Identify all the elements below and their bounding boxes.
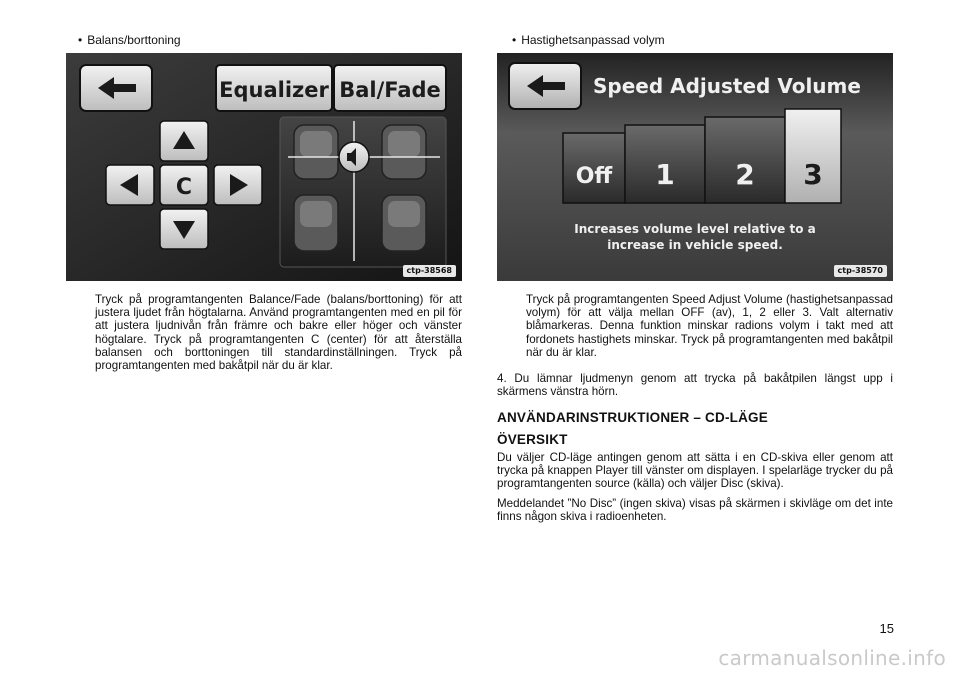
balance-fade-paragraph: Tryck på programtangenten Balance/Fade (balans/borttoning) för att justera ljudet från högtalarna. Använd programtangenten med en pil för att justera ljudnivån från främre och bakre eller höger och vänster högtalare. Tryck på programtangenten C (center) för att återställa balansen och borttoningen till standardinställningen. Tryck på programtangenten med bakåtpil när du är klar.: [95, 293, 462, 373]
bullet-balance-fade: [78, 33, 181, 47]
center-button[interactable]: [160, 165, 208, 205]
option-3-label: 3: [803, 158, 823, 191]
figure-label: ctp-38570: [834, 265, 887, 277]
up-button[interactable]: [160, 121, 208, 161]
balance-fade-screen-figure: [66, 53, 462, 281]
no-disc-paragraph: Meddelandet ”No Disc” (ingen skiva) visas på skärmen i skivläge om det inte finns någon skiva i radioenheten.: [497, 497, 893, 524]
option-2[interactable]: [705, 117, 785, 203]
option-2-label: 2: [735, 158, 755, 191]
section-heading-overview: ÖVERSIKT: [497, 432, 568, 447]
cd-mode-paragraph: Du väljer CD-läge antingen genom att sätta i en CD-skiva eller genom att trycka på knappen Player till vänster om displayen. I spelarläge trycker du på programtangenten source (källa) och väljer Disc (skiva).: [497, 451, 893, 491]
balance-fade-screen: [66, 53, 462, 281]
option-off-label: Off: [575, 164, 613, 189]
option-off[interactable]: [563, 133, 625, 203]
watermark-text: carmanualsonline.info: [718, 646, 946, 670]
car-seat-icon: [382, 195, 426, 251]
equalizer-tab[interactable]: [216, 65, 332, 111]
back-button[interactable]: [80, 65, 152, 111]
seat-map: [280, 117, 446, 267]
exit-audio-menu-paragraph: 4. Du lämnar ljudmenyn genom att trycka på bakåtpilen längst upp i skärmens vänstra hörn.: [497, 372, 893, 399]
speed-adjusted-volume-figure: [497, 53, 893, 281]
bal-fade-tab-label: Bal/Fade: [339, 78, 441, 102]
option-3[interactable]: [785, 109, 841, 203]
down-button[interactable]: [160, 209, 208, 249]
page-number: 15: [879, 621, 894, 636]
back-button[interactable]: [509, 63, 581, 109]
option-1[interactable]: [625, 125, 705, 203]
screen-description-line2: increase in vehicle speed.: [607, 238, 783, 252]
speaker-icon[interactable]: [339, 142, 369, 172]
speed-adjust-paragraph: Tryck på programtangenten Speed Adjust Volume (hastighetsanpassad volym) för att välja mellan OFF (av), 1, 2 eller 3. Valt alternativ blåmarkeras. Denna funktion minskar radions volym i takt med att fordonets hastighets minskar. Tryck på programtangenten med bakåtpil när du är klar.: [526, 293, 893, 359]
option-1-label: 1: [655, 158, 675, 191]
right-button[interactable]: [214, 165, 262, 205]
bal-fade-tab[interactable]: [334, 65, 446, 111]
car-seat-icon: [382, 125, 426, 179]
figure-label: ctp-38568: [403, 265, 456, 277]
bullet-dot: •: [512, 33, 517, 47]
center-button-label: C: [175, 175, 193, 200]
bullet-speed-adjusted-volume: [512, 33, 665, 47]
left-button[interactable]: [106, 165, 154, 205]
screen-title: Speed Adjusted Volume: [593, 74, 861, 98]
car-seat-icon: [294, 195, 338, 251]
bullet-speed-adjusted-volume-text: Hastighetsanpassad volym: [521, 33, 665, 47]
speed-adjusted-volume-screen: [497, 53, 893, 281]
bullet-balance-fade-text: Balans/borttoning: [87, 33, 181, 47]
bullet-dot: •: [78, 33, 83, 47]
section-heading-cd-mode: ANVÄNDARINSTRUKTIONER – CD-LÄGE: [497, 410, 768, 425]
car-seat-icon: [294, 125, 338, 179]
equalizer-tab-label: Equalizer: [219, 78, 329, 102]
screen-description-line1: Increases volume level relative to a: [574, 222, 816, 236]
